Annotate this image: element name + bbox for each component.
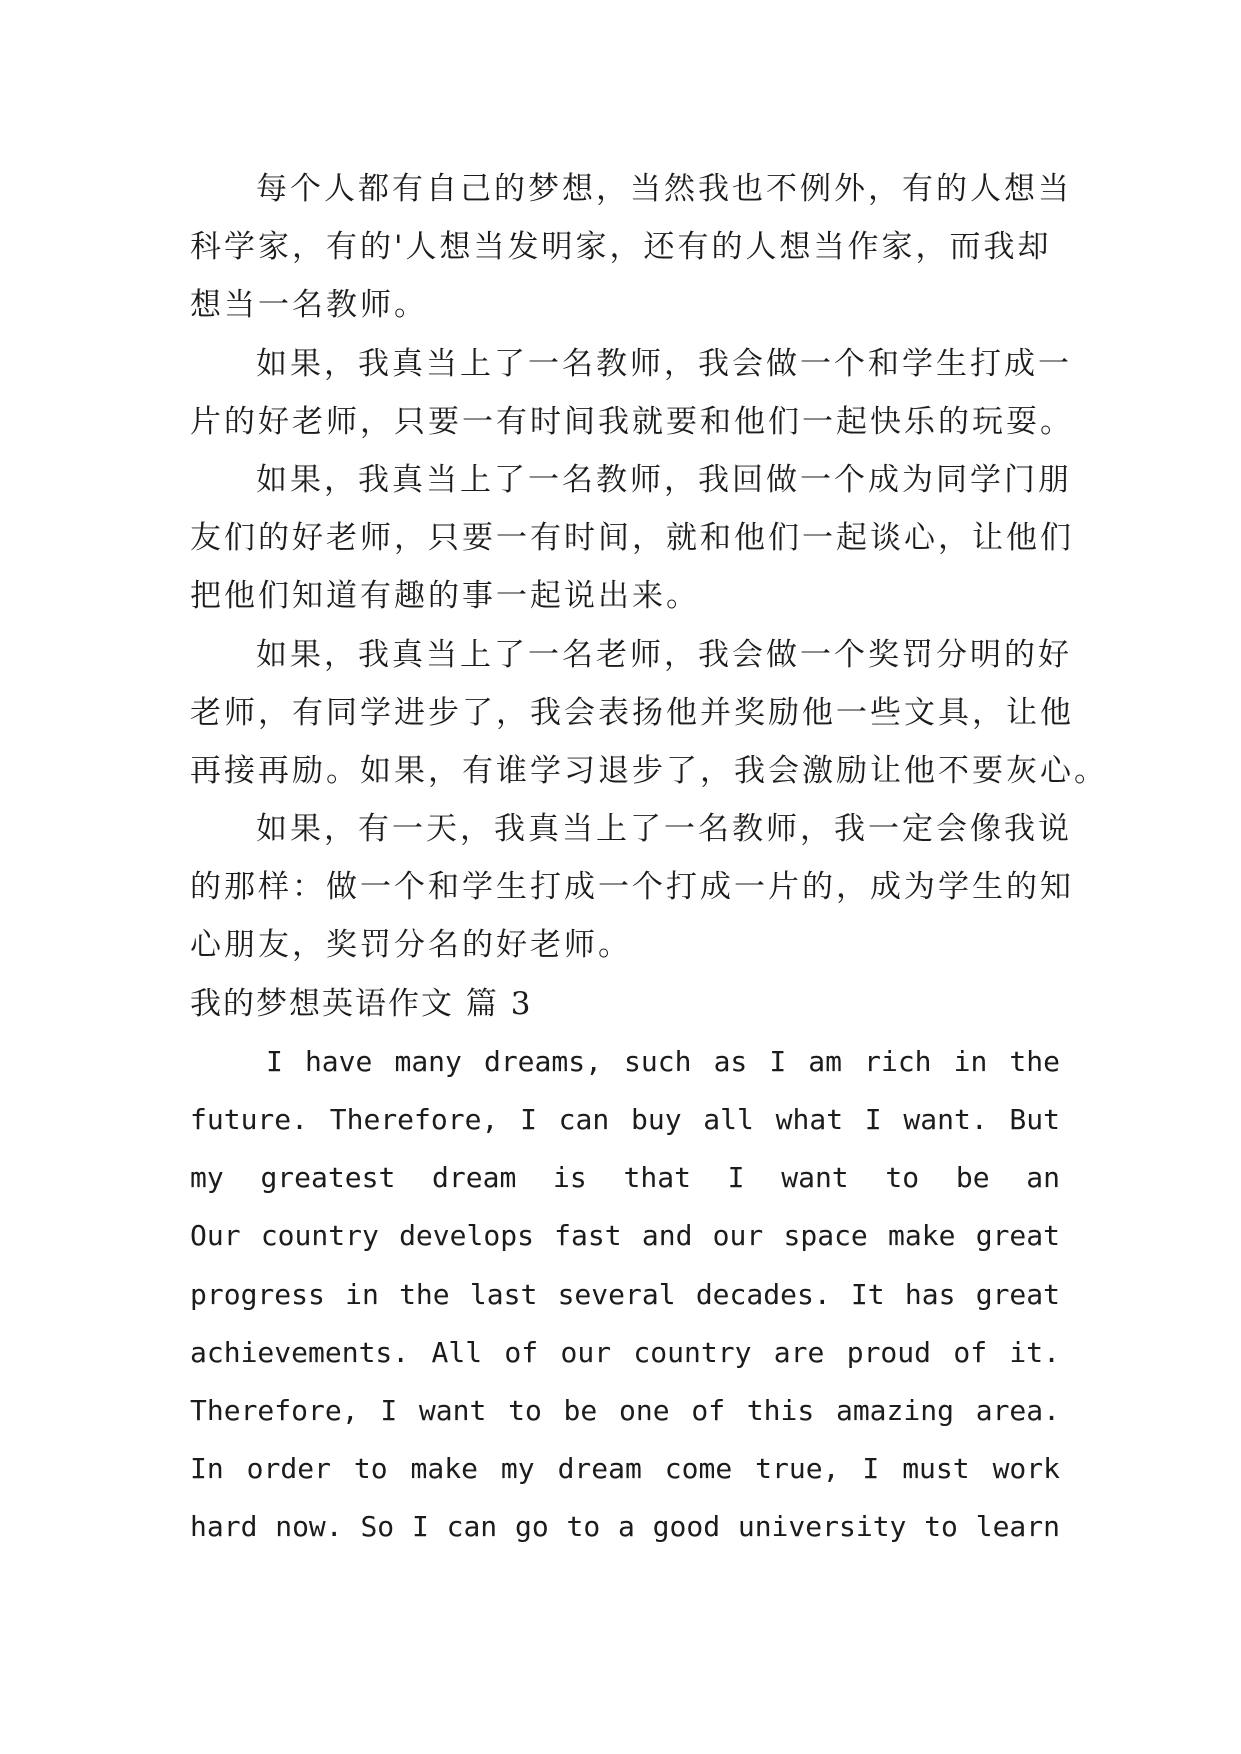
paragraph-line: 想当一名教师。 <box>190 287 428 324</box>
paragraph-line: 把他们知道有趣的事一起说出来。 <box>190 578 700 615</box>
english-paragraph-line: In order to make my dream come true, I must work <box>190 1452 1060 1486</box>
paragraph-line: 如果，我真当上了一名老师，我会做一个奖罚分明的好 <box>256 636 1072 673</box>
paragraph-line: 友们的好老师，只要一有时间，就和他们一起谈心，让他们 <box>190 520 1074 557</box>
paragraph-line: 片的好老师，只要一有时间我就要和他们一起快乐的玩耍。 <box>190 403 1074 440</box>
paragraph-line: 每个人都有自己的梦想，当然我也不例外，有的人想当 <box>256 171 1072 207</box>
paragraph-line: 老师，有同学进步了，我会表扬他并奖励他一些文具，让他 <box>190 694 1074 731</box>
english-paragraph-line: I have many dreams, such as I am rich in the <box>266 1044 1060 1078</box>
paragraph-line: 如果，有一天，我真当上了一名教师，我一定会像我说 <box>256 811 1072 848</box>
english-paragraph-line: my greatest dream is that I want to be an <box>190 1161 1060 1195</box>
paragraph-line: 再接再励。如果，有谁学习退步了，我会激励让他不要灰心。 <box>190 752 1108 789</box>
english-paragraph-line: progress in the last several decades. It has great <box>190 1277 1060 1311</box>
document-body <box>190 160 1108 1557</box>
english-paragraph-line: Our country develops fast and our space make great <box>190 1219 1060 1253</box>
section-heading: 我的梦想英语作文 篇 3 <box>190 985 533 1022</box>
english-paragraph-line: hard now. So I can go to a good university to learn <box>190 1510 1060 1544</box>
english-paragraph-line: Therefore, I want to be one of this amazing area. <box>190 1393 1060 1427</box>
paragraph-line: 如果，我真当上了一名教师，我会做一个和学生打成一 <box>256 345 1072 382</box>
paragraph-line: 心朋友，奖罚分名的好老师。 <box>190 927 632 964</box>
paragraph-line: 科学家，有的'人想当发明家，还有的人想当作家，而我却 <box>190 229 1052 266</box>
english-paragraph-line: achievements. All of our country are proud of it. <box>190 1335 1060 1369</box>
english-paragraph-line: future. Therefore, I can buy all what I want. But <box>190 1103 1060 1136</box>
paragraph-line: 如果，我真当上了一名教师，我回做一个成为同学门朋 <box>256 461 1072 498</box>
paragraph-line: 的那样：做一个和学生打成一个打成一片的，成为学生的知 <box>190 869 1074 906</box>
